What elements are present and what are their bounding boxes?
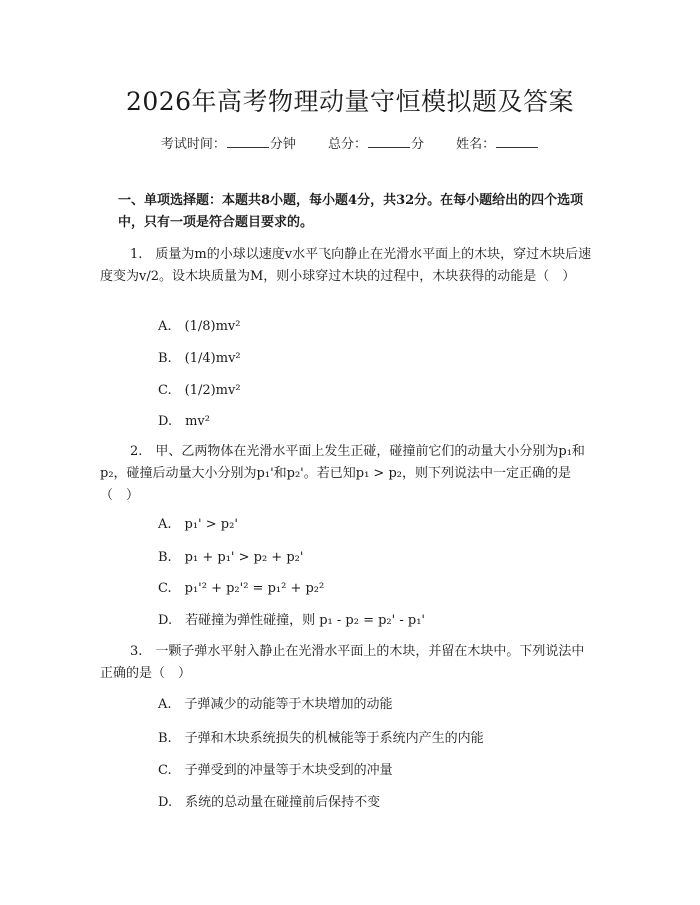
student-name-label: 姓名：	[456, 137, 496, 152]
question-1	[100, 244, 592, 288]
student-name-blank	[496, 135, 538, 148]
question-1-option-a: A. (1/8)mv²	[158, 319, 241, 334]
question-3-option-c: C. 子弹受到的冲量等于木块受到的冲量	[158, 763, 393, 778]
exam-meta	[0, 133, 700, 152]
question-3-option-d: D. 系统的总动量在碰撞前后保持不变	[158, 795, 381, 810]
total-score-unit: 分	[411, 137, 425, 152]
question-2-option-b: B. p₁ + p₁' > p₂ + p₂'	[158, 550, 304, 565]
question-3-option-b: B. 子弹和木块系统损失的机械能等于系统内产生的内能	[158, 731, 484, 746]
question-1-option-b: B. (1/4)mv²	[158, 351, 241, 366]
question-2-text: 2. 甲、乙两物体在光滑水平面上发生正碰，碰撞前它们的动量大小分别为p₁和p₂，碰撞后动量大小分别为p₁'和p₂'。若已知p₁ > p₂，则下列说法中一定正确的是（ ）	[100, 444, 585, 503]
student-name-field	[456, 133, 539, 152]
section-heading: 一、单项选择题：本题共8小题，每小题4分，共32分。在每小题给出的四个选项中，只有一项是符合题目要求的。	[118, 193, 584, 230]
question-2-option-d: D. 若碰撞为弹性碰撞，则 p₁ - p₂ = p₂' - p₁'	[158, 613, 425, 628]
question-3-text: 3. 一颗子弹水平射入静止在光滑水平面上的木块，并留在木块中。下列说法中正确的是（ ）	[100, 644, 585, 681]
exam-time-label: 考试时间：	[160, 137, 226, 152]
question-3-option-a: A. 子弹减少的动能等于木块增加的动能	[158, 697, 393, 712]
exam-time-blank	[227, 135, 269, 148]
question-1-option-d: D. mv²	[158, 414, 210, 429]
total-score-field	[328, 133, 424, 152]
exam-time-unit: 分钟	[269, 137, 296, 152]
question-2	[100, 441, 592, 507]
exam-time-field	[161, 133, 296, 152]
question-1-option-c: C. (1/2)mv²	[158, 383, 241, 398]
question-2-option-c: C. p₁'² + p₂'² = p₁² + p₂²	[158, 581, 325, 596]
question-1-text: 1. 质量为m的小球以速度v水平飞向静止在光滑水平面上的木块，穿过木块后速度变为v/2。设木块质量为M，则小球穿过木块的过程中，木块获得的动能是（ ）	[100, 247, 592, 284]
total-score-blank	[368, 135, 410, 148]
question-2-option-a: A. p₁' > p₂'	[158, 517, 238, 532]
total-score-label: 总分：	[327, 137, 367, 152]
page-title: 2026年高考物理动量守恒模拟题及答案	[125, 87, 575, 116]
question-3	[100, 641, 592, 685]
